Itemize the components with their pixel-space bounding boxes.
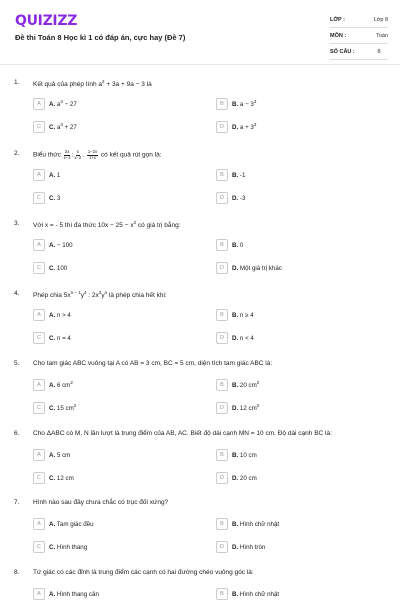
option-value: D. 20 cm [232,474,257,482]
option-letter: A [33,169,45,181]
question-number: 7. [14,499,20,506]
meta-count-value: 8 [377,48,381,55]
option-value: A. − 100 [49,241,73,249]
option-b[interactable] [216,379,259,391]
option-letter: B [216,588,228,600]
option-letter: A [33,309,45,321]
option-letter: C [33,472,45,484]
question-number: 1. [14,79,20,86]
option-letter: B [216,518,228,530]
option-value: D. $a + 3^3$ [232,122,257,132]
option-value: A. Tam giác đều [49,520,94,528]
option-d[interactable] [216,262,282,274]
option-a[interactable] [33,98,77,110]
option-letter: B [216,309,228,321]
option-c[interactable] [33,472,74,484]
question-text: Kết quả của phép tính $a^2 + 3a + 9a - 3$ là [33,79,152,89]
option-letter: D [216,121,228,133]
option-value: B. n ≥ 4 [232,311,254,319]
option-a[interactable] [33,379,73,391]
option-value: B. 20 $cm^2$ [232,380,260,390]
question-text: Cho tam giác ABC vuông tại A có AB = 3 cm, BC = 5 cm, diện tích tam giác ABC là: [33,360,273,367]
option-letter: D [216,402,228,414]
option-d[interactable] [216,192,245,204]
option-letter: D [216,262,228,274]
option-letter: A [33,98,45,110]
option-letter: C [33,192,45,204]
meta-subject-label: MÔN : [330,32,347,39]
question-number: 8. [14,569,20,576]
meta-class-label: LỚP : [330,16,345,23]
question-text: Phép chia $5x^{n - 1}y^4$ : $2x^3y^n$ là phép chia hết khi: [33,290,167,300]
option-value: D. n < 4 [232,334,254,342]
option-value: A. 5 cm [49,451,71,459]
option-value: D. 12 $cm^2$ [232,403,260,413]
option-value: B. 0 [232,241,244,249]
question-number: 2. [14,150,20,157]
option-letter: D [216,472,228,484]
option-b[interactable] [216,449,257,461]
option-value: A. 6 $cm^2$ [49,380,73,390]
question-number: 3. [14,220,20,227]
meta-class [330,12,388,28]
question-text: Với x = - 5 thì đa thức $10x - 25 - x^2$ có giá trị bằng: [33,220,181,230]
option-letter: A [33,449,45,461]
option-letter: D [216,541,228,553]
question-number: 6. [14,430,20,437]
option-a[interactable] [33,169,60,181]
meta-subject-value: Toán [376,32,388,39]
option-value: C. n = 4 [49,334,71,342]
option-value: B. Hình chữ nhật [232,520,280,528]
option-d[interactable] [216,402,259,414]
option-d[interactable] [216,332,254,344]
option-letter: D [216,192,228,204]
option-letter: A [33,239,45,251]
option-d[interactable] [216,121,256,133]
option-value: C. 15 $cm^2$ [49,403,77,413]
option-c[interactable] [33,541,87,553]
option-letter: C [33,402,45,414]
quizizz-logo: QUIZIZZ [15,13,78,29]
option-value: C. $a^3 + 27$ [49,122,77,132]
option-c[interactable] [33,121,77,133]
option-a[interactable] [33,518,94,530]
option-b[interactable] [216,239,243,251]
option-a[interactable] [33,588,99,600]
option-letter: C [33,121,45,133]
option-value: B. -1 [232,171,246,179]
option-a[interactable] [33,239,73,251]
header-divider [0,64,400,65]
option-value: B. 10 cm [232,451,257,459]
option-value: C. Hình thang [49,543,88,551]
option-value: C. 12 cm [49,474,74,482]
meta-count [330,44,388,60]
question-text: Hình nào sau đây chưa chắc có trục đối xứng? [33,499,169,506]
option-letter: B [216,379,228,391]
question-text: Tứ giác có các đỉnh là trung điểm các cạnh có hai đường chéo vuông góc là: [33,569,254,576]
option-b[interactable] [216,309,254,321]
option-value: B. $a - 3^3$ [232,99,257,109]
option-d[interactable] [216,472,257,484]
option-c[interactable] [33,192,60,204]
option-a[interactable] [33,309,71,321]
option-value: A. n > 4 [49,311,71,319]
meta-class-value: Lớp 8 [373,16,388,23]
option-c[interactable] [33,262,67,274]
option-b[interactable] [216,98,256,110]
option-b[interactable] [216,518,279,530]
question-number: 4. [14,290,20,297]
option-letter: C [33,541,45,553]
option-letter: B [216,169,228,181]
question-text: Cho ΔABC có M, N lần lượt là trung điểm của AB, AC. Biết độ dài cạnh MN = 10 cm. Độ dài cạnh BC là: [33,430,332,437]
option-c[interactable] [33,332,71,344]
option-letter: A [33,379,45,391]
option-d[interactable] [216,541,265,553]
option-letter: A [33,518,45,530]
question-text: Biểu thức $\frac{2x}{x-2}$ : $\frac{x}{x-2}$ . $\frac{1-2x}{1+x}$ có kết quả rút gọn là: [33,149,162,160]
option-value: D. Một giá trị khác [232,264,282,272]
option-letter: C [33,262,45,274]
option-value: A. $a^3 - 27$ [49,99,77,109]
option-letter: B [216,449,228,461]
option-value: C. 3 [49,194,61,202]
meta-subject [330,28,388,44]
option-c[interactable] [33,402,76,414]
option-value: D. Hình tròn [232,543,266,551]
option-value: A. 1 [49,171,61,179]
option-value: D. -3 [232,194,246,202]
option-value: A. Hình thang cân [49,590,99,598]
option-letter: D [216,332,228,344]
header [0,0,400,58]
meta-count-label: SỐ CÂU : [330,48,355,55]
option-letter: A [33,588,45,600]
option-letter: C [33,332,45,344]
option-value: C. 100 [49,264,68,272]
option-letter: B [216,239,228,251]
option-b[interactable] [216,588,279,600]
option-b[interactable] [216,169,245,181]
meta-info [330,12,388,60]
option-a[interactable] [33,449,70,461]
question-number: 5. [14,360,20,367]
option-value: B. Hình chữ nhật [232,590,280,598]
option-letter: B [216,98,228,110]
page-title: Đề thi Toán 8 Học kì 1 có đáp án, cực hay (Đề 7) [15,33,186,42]
